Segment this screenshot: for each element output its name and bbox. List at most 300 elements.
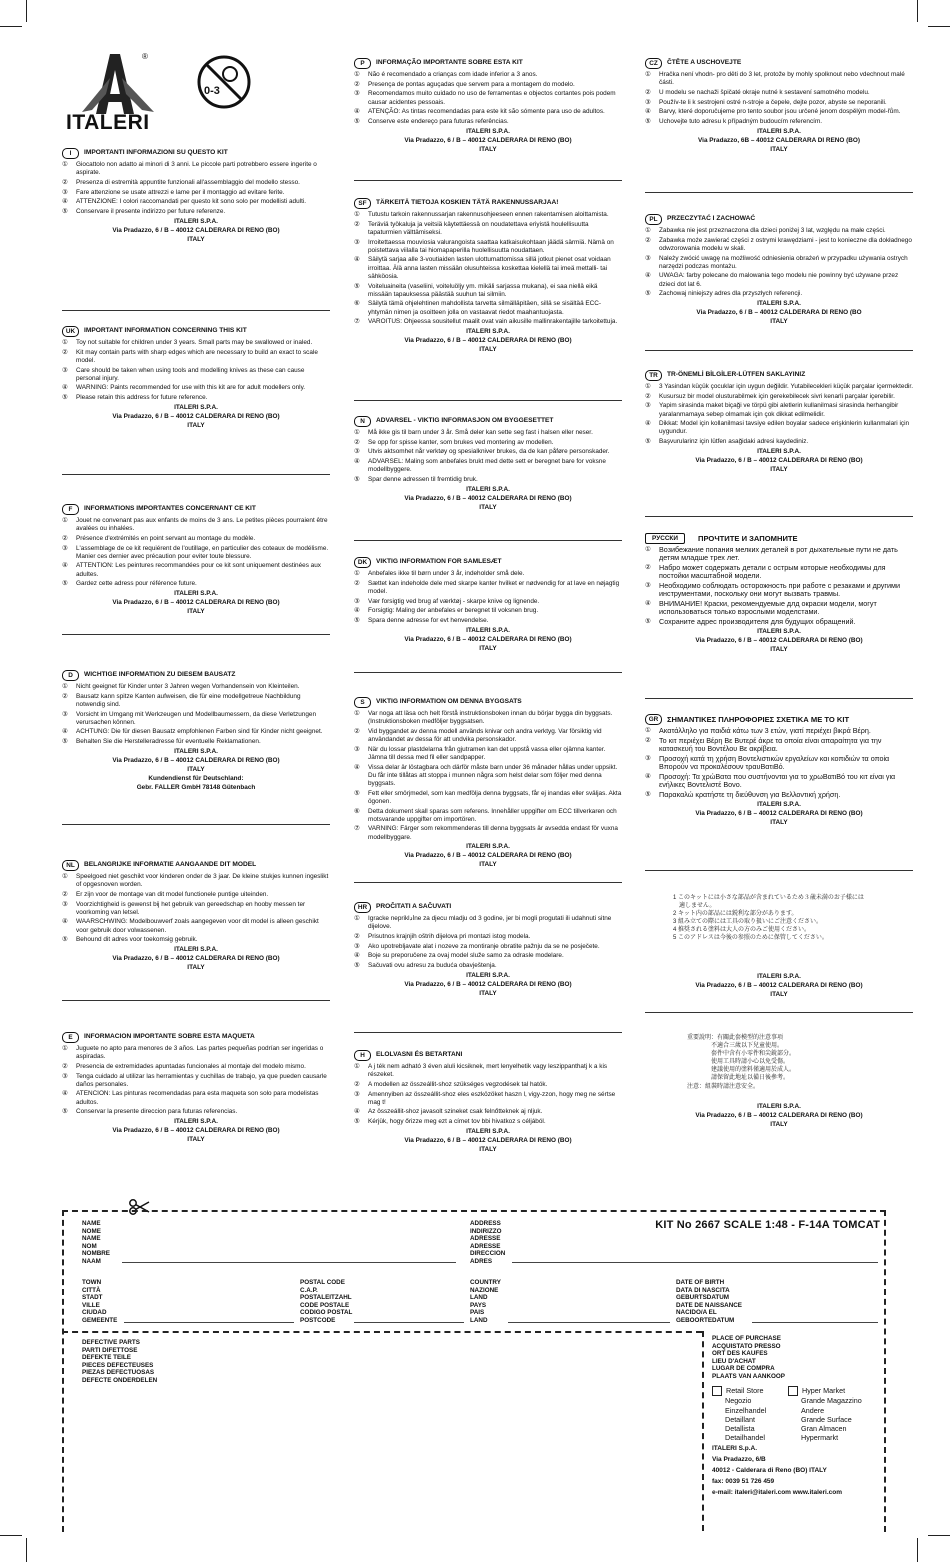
name-field[interactable] xyxy=(122,1262,456,1263)
section-title: IMPORTANTI INFORMAZIONI SU QUESTO KIT xyxy=(84,149,228,157)
list-item: Bausatz kann spitze Kanten aufweisen, die für eine modellgetreue Nachbildung notwendig sind. xyxy=(76,692,301,708)
list-item: Należy zwócić uwagę na możliwość odniesienia obrażeń w przypadku używania ostrych narzędzi podczas montażu. xyxy=(659,254,908,270)
address-line: ITALERI S.P.A. xyxy=(466,843,510,851)
list-item: Utvis aktsomhet når verktøy og spesialkniver brukes, da de kan påføre personskader. xyxy=(368,448,610,456)
list-item: Não é recomendado a crianças com idade inferior a 3 anos. xyxy=(368,71,538,78)
company-address xyxy=(354,843,622,870)
kit-title: KIT No 2667 SCALE 1:48 - F-14A TOMCAT xyxy=(655,1219,880,1231)
section-japanese xyxy=(645,894,913,999)
list-item: Vær forsigtig ved brug af værktøj - skarpe knive og lignende. xyxy=(368,597,540,605)
hyper-market-checkbox[interactable] xyxy=(788,1386,798,1396)
address-line: Via Pradazzo, 6 / B – 40012 CALDERARA DI RENO (BO) xyxy=(112,1126,280,1134)
list-item: Toy not suitable for children under 3 years. Small parts may be swallowed or inaled. xyxy=(76,339,313,346)
section-polish: PL PRZECZYTAĆ I ZACHOWAĆ ① Zabawka nie jest przeznaczona dla dzieci poniżej 3 lat, względu na małe części. ② Zabawka może zawierać części z ostrymi krawędziami - jest to konieczne dla dokładnego odwzorowania modelu w skali. ③ Należy zwócić uwagę na możliwość odniesienia obrażeń w przypadku używania ostrych narzędzi podczas montażu. ④ UWAGA: farby polecane do malowania tego modelu nie powinny być używane przez dzieci dot lat 6. ⑤ Zachowaj niniejszy adres dla przyszłych referencji. ITALERI S.P.A. Via Pradazzo, 6 / B – 40012 CALDERARA DI RENO (BO ITALY xyxy=(645,215,912,325)
list-item: Nicht geeignet für Kinder unter 3 Jahren wegen Vorhandensein von Kleinteilen. xyxy=(76,683,300,690)
list-item: Spara denne adresse for evt henvendelse. xyxy=(368,616,489,624)
list-item: ВНИМАНИЕ! Краски, рекомендуемые длд окраски модели, могут использоваться только взрослыми моделстами. xyxy=(659,599,877,617)
list-item: Irroitettaessa mouviosia valurangoista saattaa katkaisukohtaan jäädä särmiä. Nämä on poistettava viilalla tai hiomapaperilla huolellisuutta noudattaen. xyxy=(368,238,614,254)
address-line: ITALERI S.P.A. xyxy=(757,447,801,455)
address-labels: ADDRESS INDIRIZZO ADRESSE ADRESSE DIRECCION ADRES xyxy=(470,1220,506,1265)
address-line: Via Pradazzo, 6B – 40012 CALDERARA DI RENO (BO) xyxy=(698,136,860,144)
address-line: ITALERI S.P.A. xyxy=(466,327,510,335)
list-item: A modellen az összeállit-shoz szükséges vegzodések tal hatók. xyxy=(368,1080,548,1088)
address-line: ITALY xyxy=(187,963,205,971)
section-title: ELOLVASNI ÉS BETARTANI xyxy=(376,1051,463,1059)
section-title: VIKTIG INFORMATION OM DENNA BYGGSATS xyxy=(376,698,522,706)
address-line: Via Pradazzo, 6 / B – 40012 CALDERARA DI RENO (BO) xyxy=(404,336,572,344)
language-badge: DK xyxy=(354,557,371,568)
language-badge: P xyxy=(354,58,371,69)
section-hungarian: H ELOLVASNI ÉS BETARTANI ① A j ték nem adható 3 éven aluli kicsiknek, mert lenyelhetik vagy leszippanthatj k a kis részeket. ② A modellen az összeállit-shoz szükséges vegzodések tal hatók. ③ Amennyiben az összeállit-shoz eles eszközöket haszn l, vigy-zzon, hogy meg ne sértse mag t! ④ Az összeállit-shoz javasolt szineket csak felnőtteknek aj nljuk. ⑤ Kérjük, hogy őrizze meg ezt a címet tov bbi hivatkoz s céljából. ITALERI S.P.A. Via Pradazzo, 6 / B – 40012 CALDERARA DI RENO (BO) ITALY xyxy=(354,1050,622,1155)
list-item: Spar denne adressen til fremtidig bruk. xyxy=(368,475,478,483)
list-item: Voorzichtigheid is gewenst bij het gebruik van gereedschap en hooby messen ter voorkoming van letsel. xyxy=(76,900,306,916)
address-line: Via Pradazzo, 6 / B – 40012 CALDERARA DI RENO (BO) xyxy=(695,456,863,464)
contact-city: 40012 - Calderara di Reno (BO) ITALY xyxy=(712,1467,827,1475)
address-line: Via Pradazzo, 6 / B – 40012 CALDERARA DI RENO (BO) xyxy=(112,756,280,764)
list-item: Dikkat: Model için kollanilmasi tavsiye edilen boyalar sadece erişkinlerin kullanmalari için uygundur. xyxy=(659,420,910,436)
address-line: ITALY xyxy=(770,645,788,653)
list-item: Conservar la presente direccion para futuras referencias. xyxy=(76,1108,238,1116)
list-item: Amennyiben az összeállit-shoz eles eszközöket haszn l, vigy-zzon, hogy meg ne sértse mag t! xyxy=(368,1090,616,1106)
address-line: ITALY xyxy=(770,1120,788,1128)
company-address xyxy=(354,627,622,654)
company-address xyxy=(354,1128,622,1155)
section-greek: GR ΣΗΜΑΝΤΙΚΕΣ ΠΛΗΡΟΦΟΡΙΕΣ ΣΧΕΤΙΚΑ ΜΕ ΤΟ ΚΙΤ ① Ακατάλληλο για παιδιά κάτω των 3 ετών, γιατί περιέχει βικρά Βέρη. ② Το κιτ περιέχει Βέρη Βε Βυτερέ άκρε τα οποία είναι απαραίτητα για την κατασκευή του Βοντέλου Βε ακρίβεια. ③ Προσοχή κατά τη χρήση Βοντελιστικών εργαλείων και κοπιδιών τα οποία Βπορούν να προκαλέσουν τραυΒατιΒό. ④ Προσοχή: Τα χρώΒατα που συστήνονται για το χρωΒατιΒό του κιτ είναι για ενήλικες Βοντελιστέ Βονο. ⑤ Παρακαλώ κρατήστε τη διεύθυνση για Βελλοντική χρήση. ITALERI S.P.A. Via Pradazzo, 6 / B – 40012 CALDERARA DI RENO (BO) ITALY xyxy=(645,714,913,828)
address-line: ITALY xyxy=(187,765,205,773)
text-line: 重要說明：有關此套模型的注意事項 xyxy=(687,1035,784,1041)
list-item: Prisutnos krajnjih oštrih dijelova pri montazi istog modela. xyxy=(368,932,531,940)
list-item: Παρακαλώ κρατήστε τη διεύθυνση για Βελλοντική χρήση. xyxy=(659,789,841,799)
section-dutch: NL BELANGRIJKE INFORMATIE AANGAANDE DIT MODEL ① Speelgoed niet geschikt voor kinderen onder de 3 jaar. De kleine stukjes kunnen ingeslikt of opgesnoven worden. ② Er zijn voor de montage van dit model functionele puntige uiteinden. ③ Voorzichtigheid is gewenst bij het gebruik van gereedschap en hooby messen ter voorkoming van letsel. ④ WAARSCHWING: Modelbouwverf zoals aangegeven voor dit model is alleen geschikt voor gebruik door volwassenen. ⑤ Behound dit adres voor toekomsig gebruik. ITALERI S.P.A. Via Pradazzo, 6 / B – 40012 CALDERARA DI RENO (BO) ITALY xyxy=(62,861,329,971)
address-line: ITALERI S.P.A. xyxy=(757,628,801,636)
address-line: ITALY xyxy=(187,607,205,615)
section-swedish: S VIKTIG INFORMATION OM DENNA BYGGSATS ① Var noga att läsa och helt förstå instruktionsboken innan du börjar bygga din byggsats. (Instruktionsboken medföljer byggsatsen. ② Vid byggandet av denna modell används knivar och andra verktyg. Var försiktig vid användandet av dessa för att undvika personskador. ③ När du lossar plastdelarna från gjutramen kan det uppstå vassa eller ojämna kanter. Jämna till dessa med fil eller sandpapper. ④ Vissa delar är löstagbara och därför måste barn under 36 månader hållas under uppsikt. Du får inte tillåtas att stoppa i munnen några som helst delar som följer med denna byggsats. ⑤ Fett eller smörjmedel, som kan medfölja denna byggsats, får ej inandas eller sväljas. Akta ögonen. ⑥ Detta dokument skall sparas som referens. Innehåller uppgifter om ECC tillverkaren och motsvarande uppgifter om importören. ⑦ VARNING: Färger som rekommenderas till denna byggsats är avsedda endast för vuxna modellbyggare. ITALERI S.P.A. Via Pradazzo, 6 / B – 40012 CALDERARA DI RENO (BO) ITALY xyxy=(354,698,622,869)
crop-mark xyxy=(917,1538,918,1562)
crop-mark xyxy=(928,26,950,27)
company-address xyxy=(354,328,622,355)
address-line: Via Pradazzo, 6 / B – 40012 CALDERARA DI RENO (BO) xyxy=(112,954,280,962)
list-item: Jouet ne convenant pas aux enfants de moins de 3 ans. Le petites pièces pourraient être avalées ou inhalées. xyxy=(76,517,328,533)
company-contact xyxy=(712,1443,880,1498)
section-english: UK IMPORTANT INFORMATION CONCERNING THIS KIT ① Toy not suitable for children under 3 years. Small parts may be swallowed or inaled. ② Kit may contain parts with sharp edges which are necessary to build an exact to scale model. ③ Care should be taken when using tools and modelling knives as these can cause personal injury. ④ WARNING: Paints recommended for use with this kit are for adult modellers only. ⑤ Please retain this address for future reference. ITALERI S.P.A. Via Pradazzo, 6 / B – 40012 CALDERARA DI RENO (BO) ITALY xyxy=(62,326,330,431)
address-line: ITALERI S.P.A. xyxy=(174,217,218,225)
divider xyxy=(62,310,330,311)
company-address xyxy=(645,128,913,155)
list-item: Použív-te li k sestrojeni ostré n-stroje a čepele, dejte pozor, abyste se neporanili. xyxy=(659,98,887,106)
section-title: ADVARSEL - VIKTIG INFORMASJON OM BYGGESETTET xyxy=(376,417,554,425)
list-item: Barvy, které doporučujeme pro tento soubor jsou určené jenom dospělým model-řům. xyxy=(659,108,901,116)
logo-brand-text: ITALERI xyxy=(66,111,150,134)
list-item: Zabawka nie jest przeznaczona dla dzieci poniżej 3 lat, względu na małe części. xyxy=(659,227,886,234)
list-item: Giocattolo non adatto ai minori di 3 anni. Le piccole parti potrebbero essere ingerite o aspirate. xyxy=(76,161,317,177)
country-field[interactable] xyxy=(508,1322,670,1323)
language-badge: I xyxy=(62,148,79,159)
list-item: Anbefales ikke til børn under 3 år, indeholder små dele. xyxy=(368,570,525,577)
list-item: UWAGA: farby polecane do malowania tego modelu nie powinny być używane przez dzieci dot lat 6. xyxy=(659,272,899,288)
list-item: Presenza di estremità appuntite funzionali all'assemblaggio del modello stesso. xyxy=(76,178,300,186)
company-address xyxy=(62,946,330,973)
address-line: ITALERI S.P.A. xyxy=(174,590,218,597)
retail-store-option[interactable]: Retail Store Negozio Einzelhandel Detaillant Detallista Detailhandel xyxy=(712,1386,788,1442)
list-item: Forsigtig: Maling der anbefales er beregnet til voksnen brug. xyxy=(368,607,539,615)
language-badge: CZ xyxy=(645,58,662,69)
address-line: Via Pradazzo, 6 / B – 40012 CALDERARA DI RENO (BO) xyxy=(404,494,572,502)
list-item: Voiteluaineita (vaseliini, voiteluöljy ym. mikäli sarjassa mukana), ei saa niellä eikä missään tapauksessa päästää suuhun tai silmiin. xyxy=(368,282,598,298)
list-item: U modelu se nachaži špičaté okraje nutné k sestavení samotného modelu. xyxy=(659,88,870,96)
list-item: Προσοχή: Τα χρώΒατα που συστήνονται για το χρωΒατιΒό του κιτ είναι για ενήλικες Βοντελιστέ Βονο. xyxy=(659,771,896,790)
company-address xyxy=(645,300,913,327)
list-item: A j ték nem adható 3 éven aluli kicsiknek, mert lenyelhetik vagy leszippanthatj k a kis részeket. xyxy=(368,1063,608,1079)
section-title: INFORMAÇÃO IMPORTANTE SOBRE ESTA KIT xyxy=(376,59,523,67)
list-item: Juguete no apto para menores de 3 años. Las partes pequeñas podrían ser ingeridas o aspiradas. xyxy=(76,1045,324,1061)
address-line: ITALERI S.P.A. xyxy=(757,1102,801,1110)
list-item: Zachowaj niniejszy adres dla przyszłych referencji. xyxy=(659,290,803,298)
company-address xyxy=(645,801,913,828)
divider xyxy=(354,1032,622,1033)
address-line: ITALY xyxy=(479,345,497,353)
company-address xyxy=(62,1118,330,1145)
divider xyxy=(354,400,622,401)
list-item: 3 Yasindan küçük çocuklar için uygun değildir. Yutabilecekleri küçük parçalar içermektedir. xyxy=(659,383,913,390)
language-badge: SF xyxy=(354,198,371,209)
section-title: INFORMACION IMPORTANTE SOBRE ESTA MAQUETA xyxy=(84,1033,255,1041)
list-item: Fare attenzione se usate attrezzi e lame per il montaggio ad evitare ferite. xyxy=(76,188,285,196)
divider xyxy=(645,698,913,699)
list-item: Tutustu tarkoin rakennussarjan rakennusohjeeseen ennen rakentamisen aloittamista. xyxy=(368,211,609,218)
section-norwegian: N ADVARSEL - VIKTIG INFORMASJON OM BYGGESETTET ① Må ikke gis til barn under 3 år. Små deler kan sette seg fast i halsen eller neser. ② Se opp for spisse kanter, som brukes ved montering av modellen. ③ Utvis aktsomhet når verktøy og spesialkniver brukes, da de kan påføre personskader. ④ ADVARSEL: Maling som anbefales brukt med dette sett er beregnet bare for voksne modellbyggere. ⑤ Spar denne adressen til fremtidig bruk. ITALERI S.P.A. Via Pradazzo, 6 / B – 40012 CALDERARA DI RENO (BO) ITALY xyxy=(354,416,622,513)
section-chinese xyxy=(645,1034,913,1130)
list-item: VAROITUS: Ohjeessa sousitellut maalit ovat vain aikusille mallinrakentajille tarkoitettuja. xyxy=(368,318,618,326)
list-item: När du lossar plastdelarna från gjutramen kan det uppstå vassa eller ojämna kanter. Jämna till dessa med fil eller sandpapper. xyxy=(368,745,606,761)
postal-code-field[interactable] xyxy=(354,1322,464,1323)
registered-mark: ® xyxy=(142,52,148,61)
address-line: ITALERI S.P.A. xyxy=(466,971,510,979)
address-line: ITALERI S.P.A. xyxy=(757,972,801,980)
language-badge: F xyxy=(62,504,79,515)
divider xyxy=(354,672,622,673)
divider xyxy=(62,474,330,475)
coupon-divider xyxy=(62,1331,702,1333)
address-line: Via Pradazzo, 6 / B – 40012 CALDERARA DI RENO (BO) xyxy=(404,1136,572,1144)
list-item: Ako upotrebljavate alat i nozeve za montiranje obratite pažnju da se ne posječete. xyxy=(368,942,600,950)
divider xyxy=(645,516,913,517)
address-line: Via Pradazzo, 6 / B – 40012 CALDERARA DI RENO (BO) xyxy=(695,809,863,817)
section-spanish: E INFORMACION IMPORTANTE SOBRE ESTA MAQUETA ① Juguete no apto para menores de 3 años. Las partes pequeñas podrían ser ingeridas o aspiradas. ② Presencia de extremidades apuntadas funcionales al montaje del modelo mismo. ③ Tenga cuidado al utilizar las herramientas y cuchillas de trabajo, ya que pueden causarle daños personales. ④ ATENCION: Las pinturas recomendadas para esta maqueta son solo para modelistas adultos. ⑤ Conservar la presente direccion para futuras referencias. ITALERI S.P.A. Via Pradazzo, 6 / B – 40012 CALDERARA DI RENO (BO) ITALY xyxy=(62,1032,330,1145)
company-address xyxy=(62,218,330,245)
list-item: Må ikke gis til barn under 3 år. Små deler kan sette seg fast i halsen eller neser. xyxy=(368,429,593,436)
purchase-labels: PLACE OF PURCHASE ACQUISTATO PRESSO ORT DES KAUFES LIEU D'ACHAT LUGAR DE COMPRA PLAATS VAN AANKOOP xyxy=(712,1335,785,1380)
address-field[interactable] xyxy=(512,1262,878,1263)
divider xyxy=(62,634,330,635)
list-item: Az összeállit-shoz javasolt szineket csak felnőtteknek aj nljuk. xyxy=(368,1108,543,1116)
list-item: Yapim sirasinda maket biçaği ve törpü gibi aletlerin kullanilmasi sirasinda herhangibir yaralanmamaya sebep olmamak için çok dikkat edilmelidir. xyxy=(659,402,899,418)
text-line: 3 組み立ての際には工具の取り扱いにご注意ください。 xyxy=(673,919,823,926)
address-line: ITALY xyxy=(479,644,497,652)
divider xyxy=(645,350,913,351)
list-item: Tenga cuidado al utilizar las herramientas y cuchillas de trabajo, ya que pueden causarle daños personales. xyxy=(76,1072,327,1088)
section-title: PRZECZYTAĆ I ZACHOWAĆ xyxy=(667,215,756,223)
list-item: Se opp for spisse kanter, som brukes ved montering av modellen. xyxy=(368,438,554,446)
section-french: F INFORMATIONS IMPORTANTES CONCERNANT CE KIT ① Jouet ne convenant pas aux enfants de moins de 3 ans. Le petites pièces pourraient être avalées ou inhalées. ② Présence d'extrémités en point servant au montage du modèle. ③ L'assemblage de ce kit requiérent de l'outillage, en particulier des coteaux de modélisme. Manier ces dernier avec précaution pour eviter toute blessure. ④ ATTENTION: Les peintures recommandées pour ce kit sont uniquement destinées aux adultes. ⑤ Gardez cette adress pour référence future. ITALERI S.P.A. Via Pradazzo, 6 / B – 40012 CALDERARA DI RENO (BO) ITALY xyxy=(62,505,329,615)
age-warning-label: 0-3 xyxy=(204,85,220,97)
italeri-logo xyxy=(62,52,174,132)
company-address xyxy=(645,448,913,475)
list-item: Προσοχή κατά τη χρήση Βοντελιστικών εργαλείων και κοπιδιών τα οποία Βπορούν να προκαλέσουν τραυΒατιΒό. xyxy=(659,753,890,772)
list-item: Zabawka może zawierać części z ostrymi krawędziami - jest to konieczne dla dokładnego odwzorowania modelu w skali. xyxy=(659,236,912,252)
list-item: Ακατάλληλο για παιδιά κάτω των 3 ετών, γιατί περιέχει βικρά Βέρη. xyxy=(659,726,871,735)
list-item: Сохраните адрес производителя для будущих обращений. xyxy=(659,617,856,627)
divider xyxy=(354,180,622,181)
list-item: ATENCION: Las pinturas recomendadas para esta maqueta son solo para modelistas adultos. xyxy=(76,1090,319,1106)
defective-parts-field[interactable] xyxy=(66,1339,701,1531)
section-title: ΣΗΜΑΝΤΙΚΕΣ ΠΛΗΡΟΦΟΡΙΕΣ ΣΧΕΤΙΚΑ ΜΕ ΤΟ ΚΙΤ xyxy=(667,714,850,724)
section-russian: РУССКИ ПРОЧТИТЕ И ЗАПОМНИТЕ ① Возибежание попания мелких деталей в рот дыхательные пути не дать детям младше трех лет. ② Набро может содержать детали с острым которые необходимы для постойки масштабной модели. ③ Необходимо соблюдать осторожность при работе с резаками и другими инструментами, поскольку они могут вызвать травмы. ④ ВНИМАНИЕ! Краски, рекомендуемые длд окраски модели, могут использоваться только взрослыми моделстами. ⑤ Сохраните адрес производителя для будущих обращений. ITALERI S.P.A. Via Pradazzo, 6 / B – 40012 CALDERARA DI RENO (BO) ITALY xyxy=(645,533,913,655)
section-italian: I IMPORTANTI INFORMAZIONI SU QUESTO KIT ① Giocattolo non adatto ai minori di 3 anni. Le piccole parti potrebbero essere ingerite o aspirate. ② Presenza di estremità appuntite funzionali all'assemblaggio del modello stesso. ③ Fare attenzione se usate attrezzi e lame per il montaggio ad evitare ferite. ④ ATTENZIONE: I colori raccomandati per questo kit sono solo per modellisti adulti. ⑤ Conservare il presente indirizzo per future referenze. ITALERI S.P.A. Via Pradazzo, 6 / B – 40012 CALDERARA DI RENO (BO) ITALY xyxy=(62,148,330,245)
list-item: Behalten Sie die Herstelleradresse für eventuelle Reklamationen. xyxy=(76,738,261,746)
address-line: Via Pradazzo, 6 / B – 40012 CALDERARA DI RENO (BO) xyxy=(112,412,280,420)
retail-store-checkbox[interactable] xyxy=(712,1386,722,1396)
crop-mark xyxy=(0,1535,22,1536)
language-badge: H xyxy=(354,1050,371,1061)
list-item: Kusursuz bir model olusturabilmek için gerekebilecek sivri kenarli parçalar içerebilir. xyxy=(659,392,895,400)
text-line: 5 このアドレスは今後の参照のために保管してください。 xyxy=(673,935,828,942)
contact-company: ITALERI S.p.A. xyxy=(712,1445,758,1452)
address-line: ITALERI S.P.A. xyxy=(174,403,218,411)
text-line: 請保留此地址以備日後參考。 xyxy=(687,1075,790,1082)
section-title: ПРОЧТИТЕ И ЗАПОМНИТЕ xyxy=(698,533,798,543)
list-item: WAARSCHWING: Modelbouwverf zoals aangegeven voor dit model is alleen geschikt voor gebruik door volwassenen. xyxy=(76,918,319,934)
list-item: Conservare il presente indirizzo per future referenze. xyxy=(76,207,226,215)
contact-fax: fax: 0039 51 726 459 xyxy=(712,1478,775,1486)
address-line: Via Pradazzo, 6 / B – 40012 CALDERARA DI RENO (BO) xyxy=(695,981,863,989)
list-item: Uchovejte tuto adresu k případným budoucím referencím. xyxy=(659,117,823,125)
list-item: Detta dokument skall sparas som referens. Innehåller uppgifter om ECC tillverkaren och motsvarande uppgifter om importören. xyxy=(368,807,617,823)
address-line: Via Pradazzo, 6 / B – 40012 CALDERARA DI RENO (BO) xyxy=(112,598,280,606)
address-line: Gebr. FALLER GmbH 78148 Gütenbach xyxy=(136,783,256,791)
list-item: Behound dit adres voor toekomsig gebruik. xyxy=(76,936,198,944)
divider xyxy=(645,1012,913,1013)
address-line: ITALERI S.P.A. xyxy=(466,1127,510,1135)
divider xyxy=(354,882,622,883)
company-address xyxy=(354,972,622,999)
address-line: Via Pradazzo, 6 / B – 40012 CALDERARA DI RENO (BO) xyxy=(112,226,280,234)
address-line: ITALERI S.P.A. xyxy=(174,747,218,755)
language-badge: UK xyxy=(62,326,79,337)
list-item: Boje su preporučene za ovaj model služe samo za odrasle modelare. xyxy=(368,952,564,960)
address-line: ITALY xyxy=(770,990,788,998)
address-line: ITALY xyxy=(770,145,788,153)
address-line: ITALERI S.P.A. xyxy=(757,127,801,135)
company-address xyxy=(645,628,913,655)
language-badge: D xyxy=(62,670,79,681)
section-danish: DK VIKTIG INFORMATION FOR SAMLESÆT ① Anbefales ikke til børn under 3 år, indeholder små dele. ② Sættet kan indeholde dele med skarpe kanter hvilket er nødvendig for at lave en nøjagtig model. ③ Vær forsigtig ved brug af værktøj - skarpe knive og lignende. ④ Forsigtig: Maling der anbefales er beregnet til voksnen brug. ⑤ Spara denne adresse for evt henvendelse. ITALERI S.P.A. Via Pradazzo, 6 / B – 40012 CALDERARA DI RENO (BO) ITALY xyxy=(354,557,622,654)
text-line: 適しません。 xyxy=(673,903,716,910)
divider xyxy=(62,1000,330,1001)
divider xyxy=(645,870,913,871)
section-portuguese: P INFORMAÇÃO IMPORTANTE SOBRE ESTA KIT ① Não é recomendado a crianças com idade inferior a 3 anos. ② Presença de pontas aguçadas que servem para a montagem do modelo. ③ Recomendamos muito cuidado no uso de ferramentas e objectos cortantes pois podem causar acidentes pessoais. ④ ATENÇÃO: As tintas recomendadas para este kit são sómente para uso de adultos. ⑤ Conserve este endereço para futuras referências. ITALERI S.P.A. Via Pradazzo, 6 / B – 40012 CALDERARA DI RENO (BO) ITALY xyxy=(354,58,622,155)
list-item: Kit may contain parts with sharp edges which are necessary to build an exact to scale model. xyxy=(76,348,318,364)
address-line: ITALERI S.P.A. xyxy=(174,946,218,953)
company-address xyxy=(62,748,330,793)
address-line: Via Pradazzo, 6 / B – 40012 CALDERARA DI RENO (BO) xyxy=(404,635,572,643)
contact-street: Via Pradazzo, 6/B xyxy=(712,1456,766,1464)
list-item: Fett eller smörjmedel, som kan medfölja denna byggsats, får ej inandas eller sväljas. Akta ögonen. xyxy=(368,789,622,805)
list-item: VARNING: Färger som rekommenderas till denna byggsats är avsedda endast för vuxna modellbyggare. xyxy=(368,825,618,841)
hyper-market-option[interactable]: Hyper Market Grande Magazzino Andere Grande Surface Gran Almacen Hypermarkt xyxy=(788,1386,878,1442)
section-title: INFORMATIONS IMPORTANTES CONCERNANT CE KIT xyxy=(84,505,256,513)
address-line: Via Pradazzo, 6 / B – 40012 CALDERARA DI RENO (BO) xyxy=(404,136,572,144)
section-title: VIKTIG INFORMATION FOR SAMLESÆT xyxy=(376,558,502,566)
address-line: ITALY xyxy=(187,1135,205,1143)
defective-parts-labels: DEFECTIVE PARTS PARTI DIFETTOSE DEFEKTE TEILE PIECES DEFECTEUSES PIEZAS DEFECTUOSAS DEFECTE ONDERDELEN xyxy=(82,1339,158,1384)
language-badge: N xyxy=(354,416,371,427)
section-german: D WICHTIGE INFORMATION ZU DIESEM BAUSATZ ① Nicht geeignet für Kinder unter 3 Jahren wegen Vorhandensein von Kleinteilen. ② Bausatz kann spitze Kanten aufweisen, die für eine modellgetreue Nachbildung notwendig sind. ③ Vorsicht im Umgang mit Werkzeugen und Modellbaumessern, da diese Verletzungen verursachen können. ④ ACHTUNG: Die für diesen Bausatz empfohlenen Farben sind für Kinder nicht geeignet. ⑤ Behalten Sie die Herstelleradresse für eventuelle Reklamationen. ITALERI S.P.A. Via Pradazzo, 6 / B – 40012 CALDERARA DI RENO (BO) ITALY Kundendienst für Deutschland: Gebr. FALLER GmbH 78148 Gütenbach xyxy=(62,670,330,793)
list-item: Το κιτ περιέχει Βέρη Βε Βυτερέ άκρε τα οποία είναι απαραίτητα για την κατασκευή του Βοντέλου Βε ακρίβεια. xyxy=(659,735,882,754)
crop-mark xyxy=(26,0,27,22)
company-address xyxy=(62,404,330,431)
company-address xyxy=(645,973,913,1000)
text-line: 不適合三歲以下兒童使用。 xyxy=(687,1043,784,1050)
address-line: ITALERI S.P.A. xyxy=(757,300,801,307)
section-finnish: SF TÄRKEITÄ TIETOJA KOSKIEN TÄTÄ RAKENNUSSARJAA! ① Tutustu tarkoin rakennussarjan rakennusohjeeseen ennen rakentamisen aloittamista. ② Teräviä työkaluja ja veitsiä käytettäessä on noudatettava eriyistä houlellisuutta tapaturmien välttämiseksi. ③ Irroitettaessa mouviosia valurangoista saattaa katkaisukohtaan jäädä särmiä. Nämä on poistettava viilalla tai hiomapaperilla huolellisuutta noudattaen. ④ Säilytä sarjaa alle 3-voutiaiden lasten ulottumattomissa sillä jotkut pienet osat voidaan irroittaa. Älä anna lasten missään olusuhteissa koskettaa kielellä tai imeä mettalli- tai sähköosia. ⑤ Voiteluaineita (vaseliini, voiteluöljy ym. mikäli sarjassa mukana), ei saa niellä eikä missään tapauksessa päästää suuhun tai silmiin. ⑥ Säilytä tämä ohjelehtinen mahdollista tarvetta silmälläpitäen, sillä se sisältää ECC-yhtymän nimen ja osoitteen jolla on vastaavat riedot maahantuojasta. ⑦ VAROITUS: Ohjeessa sousitellut maalit ovat vain aikusille mallinrakentajille tarkoitettuja. ITALERI S.P.A. Via Pradazzo, 6 / B – 40012 CALDERARA DI RENO (BO) ITALY xyxy=(354,198,622,355)
language-badge: GR xyxy=(645,714,662,725)
language-badge: HR xyxy=(354,902,371,913)
language-badge: РУССКИ xyxy=(645,533,685,544)
text-line: 套件中含有小零件和尖銳部分。 xyxy=(687,1051,796,1058)
address-line: ITALY xyxy=(187,235,205,243)
list-item: Vorsicht im Umgang mit Werkzeugen und Modellbaumessern, da diese Verletzungen verursachen können. xyxy=(76,710,317,726)
crop-mark xyxy=(928,1535,950,1536)
list-item: ATTENZIONE: I colori raccomandati per questo kit sono solo per modellisti adulti. xyxy=(76,198,307,206)
town-field[interactable] xyxy=(124,1322,294,1323)
list-item: Возибежание попания мелких деталей в рот дыхательные пути не дать детям младше трех лет. xyxy=(659,545,898,563)
list-item: ATENÇÃO: As tintas recomendadas para este kit são sómente para uso de adultos. xyxy=(368,108,605,116)
list-item: ACHTUNG: Die für diesen Bausatz empfohlenen Farben sind für Kinder nicht geeignet. xyxy=(76,728,323,736)
section-croatian: HR PROČITATI A SAČUVATI ① Igracke nepriklادne za djecu mladju od 3 godine, jer bi mogli progutati ili udahnuti sitne dijelove. ② Prisutnos krajnjih oštrih dijelova pri montazi istog modela. ③ Ako upotrebljavate alat i nozeve za montiranje obratite pažnju da se ne posječete. ④ Boje su preporučene za ovaj model služe samo za odrasle modelare. ⑤ Sačuvati ovu adresu za buduća obavještenja. ITALERI S.P.A. Via Pradazzo, 6 / B – 40012 CALDERARA DI RENO (BO) ITALY xyxy=(354,902,622,999)
section-title: PROČITATI A SAČUVATI xyxy=(376,903,452,911)
address-line: ITALY xyxy=(770,818,788,826)
section-title: WICHTIGE INFORMATION ZU DIESEM BAUSATZ xyxy=(84,671,236,679)
address-line: ITALERI S.P.A. xyxy=(757,800,801,808)
list-item: Vissa delar är löstagbara och därför måste barn under 36 månader hållas under uppsikt. Du får inte tillåtas att stoppa i munnen några som helst delar som följer med denna byggsats. xyxy=(368,763,618,787)
company-address xyxy=(354,128,622,155)
language-badge: NL xyxy=(62,860,79,871)
divider xyxy=(354,540,622,541)
address-line: ITALY xyxy=(479,1145,497,1153)
address-line: Kundendienst für Deutschland: xyxy=(148,774,244,782)
company-address xyxy=(645,1103,913,1130)
address-line: Via Pradazzo, 6 / B – 40012 CALDERARA DI RENO (BO xyxy=(696,308,862,316)
company-address xyxy=(62,590,330,617)
list-item: Sačuvati ovu adresu za buduća obavještenja. xyxy=(368,961,497,969)
text-line: 建議使用的塗料僅適用於成人。 xyxy=(687,1067,796,1074)
country-labels: COUNTRY NAZIONE LAND PAYS PAIS LAND xyxy=(470,1279,501,1324)
section-title: ČTĚTE A USCHOVEJTE xyxy=(667,59,742,67)
list-item: Please retain this address for future reference. xyxy=(76,394,208,402)
crop-mark xyxy=(26,1538,27,1562)
list-item: Säilytä tämä ohjelehtinen mahdollista tarvetta silmälläpitäen, sillä se sisältää ECC-yhtymän nimen ja osoitteen jolla on vastaavat riedot maahantuojasta. xyxy=(368,300,602,316)
list-item: Набро может содержать детали с острым которые необходимы для постойки масштабной модели. xyxy=(659,563,886,581)
list-item: WARNING: Paints recommended for use with this kit are for adult modellers only. xyxy=(76,384,306,392)
postal-code-labels: POSTAL CODE C.A.P. POSTALEITZAHL CODE POSTALE CODIGO POSTAL POSTCODE xyxy=(300,1279,353,1324)
list-item: Conserve este endereço para futuras referências. xyxy=(368,117,509,125)
list-item: Care should be taken when using tools and modelling knives as these can cause personal injury. xyxy=(76,366,305,382)
address-line: ITALERI S.P.A. xyxy=(466,626,510,634)
list-item: Säilytä sarjaa alle 3-voutiaiden lasten ulottumattomissa sillä jotkut pienet osat voidaan irroittaa. Älä anna lasten missään olusuhteissa koskettaa kielellä tai imeä mettalli- tai sähköosia. xyxy=(368,256,611,280)
address-line: ITALERI S.P.A. xyxy=(466,127,510,135)
list-item: Необходимо соблюдать осторожность при работе с резаками и другими инструментами, поскольку они могут вызвать травмы. xyxy=(659,581,900,599)
text-line: 1 このキットには小さな部品が含まれているため３歳未満のお子様には xyxy=(673,895,864,901)
address-line: ITALY xyxy=(187,421,205,429)
list-item: Var noga att läsa och helt förstå instruktionsboken innan du börjar bygga din byggsats. (Instruktionsboken medföljer byggsatsen. xyxy=(368,710,613,726)
list-item: Teräviä työkaluja ja veitsiä käytettäessä on noudatettava eriyistä houlellisuutta tapaturmien välttämiseksi. xyxy=(368,220,589,236)
list-item: L'assemblage de ce kit requiérent de l'outillage, en particulier des coteaux de modélisme. Manier ces dernier avec précaution pour eviter toute blessure. xyxy=(76,544,329,560)
address-line: ITALY xyxy=(479,145,497,153)
list-item: Presença de pontas aguçadas que servem para a montagem do modelo. xyxy=(368,80,575,88)
section-title: IMPORTANT INFORMATION CONCERNING THIS KIT xyxy=(84,327,247,335)
address-line: ITALY xyxy=(479,503,497,511)
section-title: BELANGRIJKE INFORMATIE AANGAANDE DIT MODEL xyxy=(84,861,257,869)
section-czech: CZ ČTĚTE A USCHOVEJTE ① Hračka není vhodn- pro děti do 3 let, protože by mohly spolknout nebo vdechnout malé části. ② U modelu se nachaži špičaté okraje nutné k sestavení samotného modelu. ③ Použív-te li k sestrojeni ostré n-stroje a čepele, dejte pozor, abyste se neporanili. ④ Barvy, které doporučujeme pro tento soubor jsou určené jenom dospělým model-řům. ⑤ Uchovejte tuto adresu k případným budoucím referencím. ITALERI S.P.A. Via Pradazzo, 6B – 40012 CALDERARA DI RENO (BO) ITALY xyxy=(645,58,913,155)
text-line: 2 キット内の部品には鋭利な部分があります。 xyxy=(673,911,798,918)
list-item: Speelgoed niet geschikt voor kinderen onder de 3 jaar. De kleine stukjes kunnen ingeslikt of opgesnoven worden. xyxy=(76,873,329,889)
list-item: Er zijn voor de montage van dit model functionele puntige uiteinden. xyxy=(76,890,269,898)
age-warning-icon xyxy=(196,54,252,110)
section-turkish: TR TR-ÖNEMLİ BİLGİLER-LÜTFEN SAKLAYINIZ ① 3 Yasindan küçük çocuklar için uygun değildir. Yutabilecekleri küçük parçalar içermektedir. ② Kusursuz bir model olusturabilmek için gerekebilecek sivri kenarli parçalar içerebilir. ③ Yapim sirasinda maket biçaği ve törpü gibi aletlerin kullanilmasi sirasinda herhangibir yaralanmamaya sebep olmamak için çok dikkat edilmelidir. ④ Dikkat: Model için kollanilmasi tavsiye edilen boyalar sadece erişkinlerin kullanmalari için uygundur. ⑤ Başvurularinz için lütfen asağidaki adresi kaydediniz. ITALERI S.P.A. Via Pradazzo, 6 / B – 40012 CALDERARA DI RENO (BO) ITALY xyxy=(645,371,913,473)
language-badge: TR xyxy=(645,370,662,381)
address-line: Via Pradazzo, 6 / B – 40012 CALDERARA DI RENO (BO) xyxy=(695,1111,863,1119)
crop-mark xyxy=(917,0,918,22)
address-line: ITALY xyxy=(770,465,788,473)
address-line: Via Pradazzo, 6 / B – 40012 CALDERARA DI RENO (BO) xyxy=(695,637,863,644)
list-item: Sættet kan indeholde dele med skarpe kanter hvilket er nødvendig for at lave en nøjagtig model. xyxy=(368,579,620,595)
address-line: Via Pradazzo, 6 / B – 40012 CALDERARA DI RENO (BO) xyxy=(404,852,572,860)
list-item: Présence d'extrémités en point servant au montage du modèle. xyxy=(76,534,256,542)
text-line: 使用工具時請小心以免受傷。 xyxy=(687,1059,790,1066)
list-item: Gardez cette adress pour référence future. xyxy=(76,580,197,588)
contact-email-web[interactable]: e-mail: italeri@italeri.com www.italeri.com xyxy=(712,1489,842,1497)
list-item: ATTENTION: Les peintures recommandées pour ce kit sont uniquement destinées aux adultes. xyxy=(76,562,321,578)
section-title: TÄRKEITÄ TIETOJA KOSKIEN TÄTÄ RAKENNUSSARJAA! xyxy=(376,199,559,207)
list-item: ADVARSEL: Maling som anbefales brukt med dette sett er beregnet bare for voksne modellbyggere. xyxy=(368,458,606,474)
list-item: Hračka není vhodn- pro děti do 3 let, protože by mohly spolknout nebo vdechnout malé části. xyxy=(659,71,905,87)
list-item: Igracke nepriklادne za djecu mladju od 3 godine, jer bi mogli progutati ili udahnuti sitne dijelove. xyxy=(368,915,612,931)
address-line: ITALERI S.P.A. xyxy=(174,1118,218,1125)
crop-mark xyxy=(0,26,22,27)
address-line: ITALY xyxy=(479,861,497,869)
place-of-purchase xyxy=(702,1331,882,1531)
text-line: 4 推奨される塗料は大人の方のみご使用ください。 xyxy=(673,927,811,934)
name-labels: NAME NOME NAME NOM NOMBRE NAAM xyxy=(82,1220,110,1265)
divider xyxy=(62,824,330,825)
divider xyxy=(645,192,913,193)
date-of-birth-field[interactable] xyxy=(752,1322,878,1323)
company-address xyxy=(354,486,622,513)
language-badge: E xyxy=(62,1032,79,1043)
address-line: ITALERI S.P.A. xyxy=(466,485,510,493)
language-badge: S xyxy=(354,697,371,708)
list-item: Vid byggandet av denna modell används knivar och andra verktyg. Var försiktig vid användandet av dessa för att undvika personskador. xyxy=(368,727,602,744)
language-badge: PL xyxy=(645,214,662,225)
town-labels: TOWN CITTÀ STADT VILLE CIUDAD GEMEENTE xyxy=(82,1279,118,1324)
section-title: TR-ÖNEMLİ BİLGİLER-LÜTFEN SAKLAYINIZ xyxy=(667,371,806,379)
address-line: Via Pradazzo, 6 / B – 40012 CALDERARA DI RENO (BO) xyxy=(404,980,572,988)
address-line: ITALY xyxy=(479,989,497,997)
list-item: Presencia de extremidades apuntadas funcionales al montaje del modelo mismo. xyxy=(76,1062,306,1070)
text-line: 注意：組裝時請注意安全。 xyxy=(687,1083,760,1090)
list-item: Başvurularinz için lütfen asağidaki adresi kaydediniz. xyxy=(659,438,809,446)
list-item: Recomendamos muito cuidado no uso de ferramentas e objectos cortantes pois podem causar acidentes pessoais. xyxy=(368,90,616,106)
